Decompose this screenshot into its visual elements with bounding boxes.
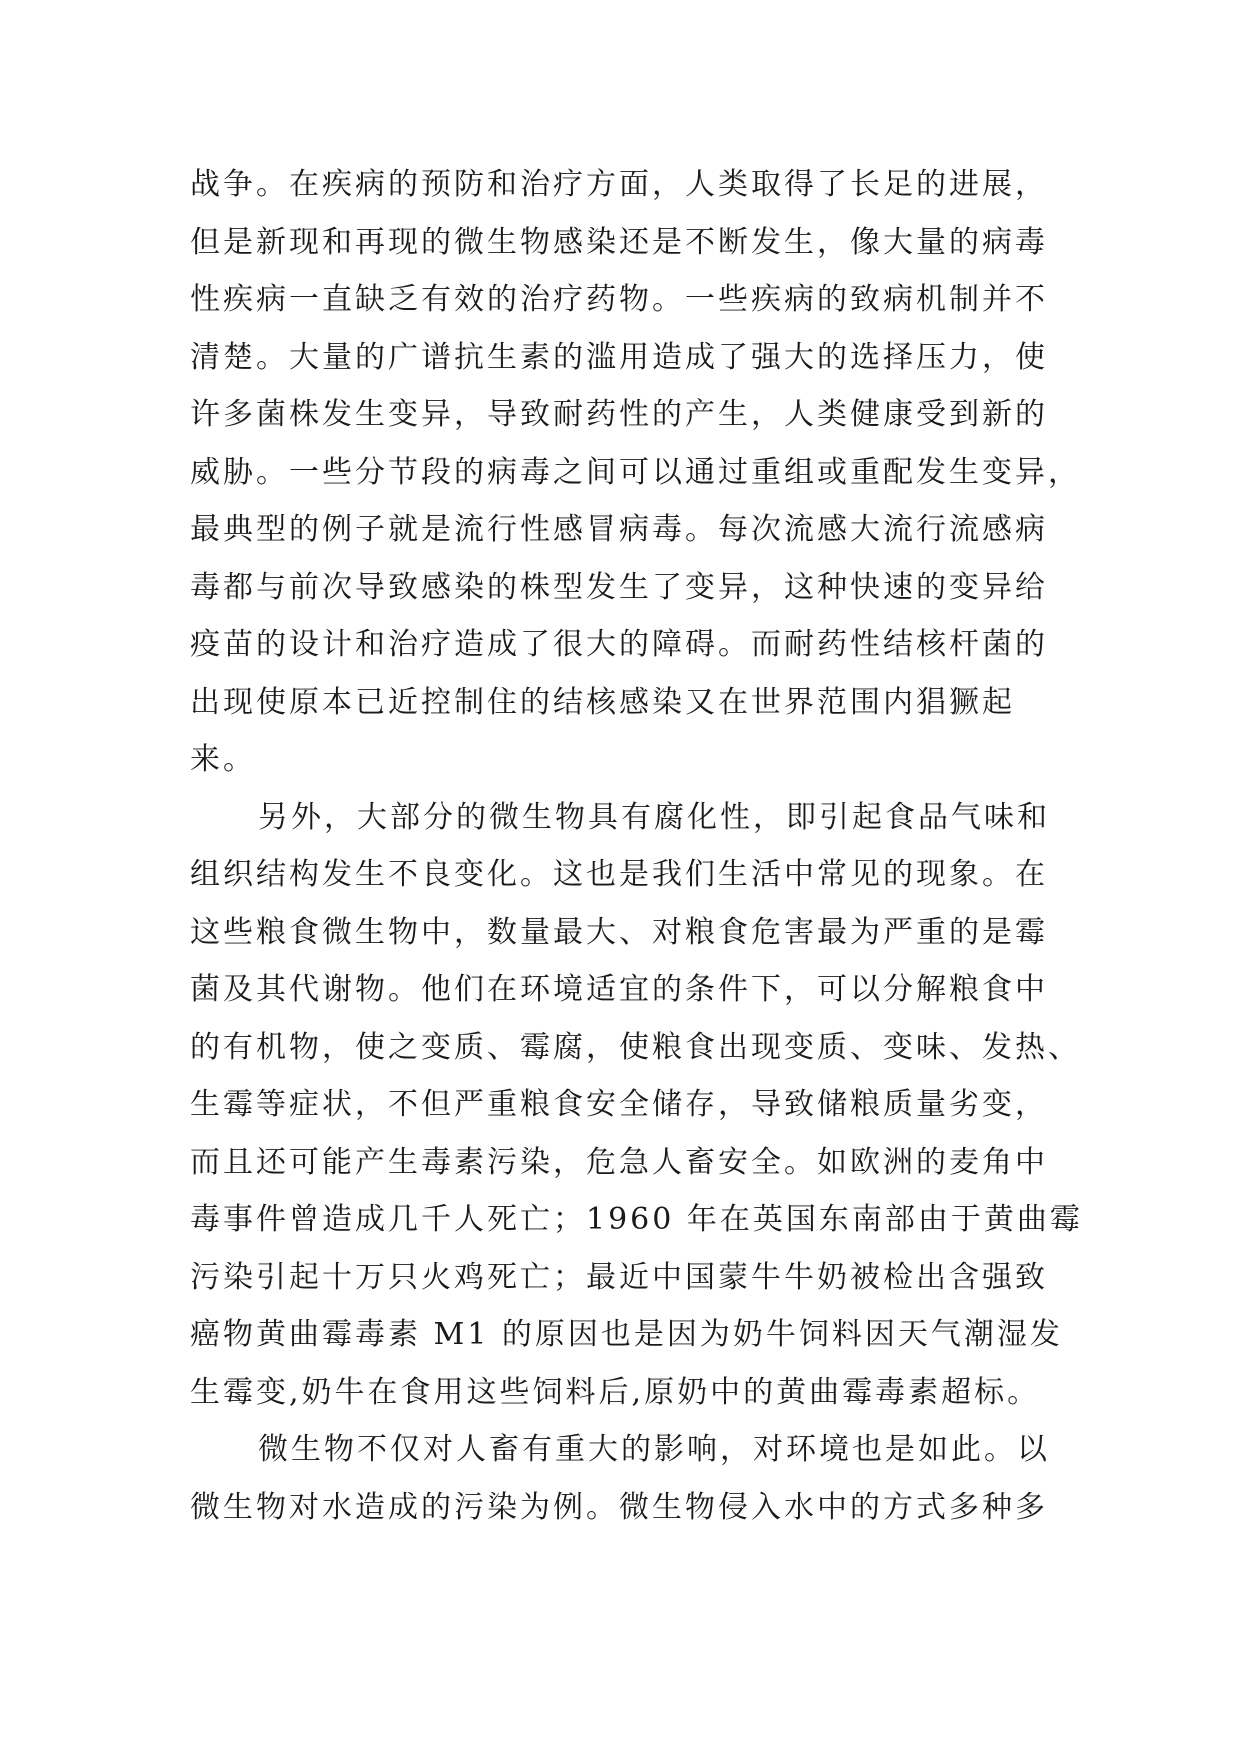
text-line: 战争。在疾病的预防和治疗方面，人类取得了长足的进展， [190,167,1048,202]
text-line: 微生物不仅对人畜有重大的影响，对环境也是如此。以 [258,1432,1050,1467]
text-line: 清楚。大量的广谱抗生素的滥用造成了强大的选择压力，使 [190,339,1048,375]
body-text [190,156,1083,1536]
text-line: 出现使原本已近控制住的结核感染又在世界范围内猖獗起 [190,684,1015,720]
paragraph-3 [190,1421,1070,1536]
text-line: 癌物黄曲霉毒素 M1 的原因也是因为奶牛饲料因天气潮湿发 [190,1317,1063,1352]
text-line: 这些粮食微生物中，数量最大、对粮食危害最为严重的是霉 [190,914,1048,950]
text-line: 另外，大部分的微生物具有腐化性，即引起食品气味和 [258,799,1050,835]
text-line: 疫苗的设计和治疗造成了很大的障碍。而耐药性结核杆菌的 [190,627,1048,662]
text-line: 而且还可能产生毒素污染，危急人畜安全。如欧洲的麦角中 [190,1144,1048,1180]
text-line: 污染引起十万只火鸡死亡；最近中国蒙牛牛奶被检出含强致 [190,1259,1048,1295]
paragraph-2 [190,789,1083,1422]
text-line: 生霉变,奶牛在食用这些饲料后,原奶中的黄曲霉毒素超标。 [190,1374,1041,1410]
text-line: 毒事件曾造成几千人死亡；1960 年在英国东南部由于黄曲霉 [190,1202,1083,1237]
text-line: 组织结构发生不良变化。这也是我们生活中常见的现象。在 [190,857,1048,892]
text-line: 但是新现和再现的微生物感染还是不断发生，像大量的病毒 [190,224,1048,260]
text-line: 许多菌株发生变异，导致耐药性的产生，人类健康受到新的 [190,397,1048,432]
paragraph-1 [190,156,1081,789]
text-line: 来。 [190,742,256,777]
text-line: 性疾病一直缺乏有效的治疗药物。一些疾病的致病机制并不 [190,282,1048,317]
text-line: 的有机物，使之变质、霉腐，使粮食出现变质、变味、发热、 [190,1029,1081,1065]
text-line: 毒都与前次导致感染的株型发生了变异，这种快速的变异给 [190,569,1048,605]
text-line: 威胁。一些分节段的病毒之间可以通过重组或重配发生变异， [190,454,1081,490]
text-line: 生霉等症状，不但严重粮食安全储存，导致储粮质量劣变， [190,1087,1048,1122]
text-line: 菌及其代谢物。他们在环境适宜的条件下，可以分解粮食中 [190,972,1048,1007]
text-line: 微生物对水造成的污染为例。微生物侵入水中的方式多种多 [190,1489,1048,1525]
text-line: 最典型的例子就是流行性感冒病毒。每次流感大流行流感病 [190,512,1048,547]
